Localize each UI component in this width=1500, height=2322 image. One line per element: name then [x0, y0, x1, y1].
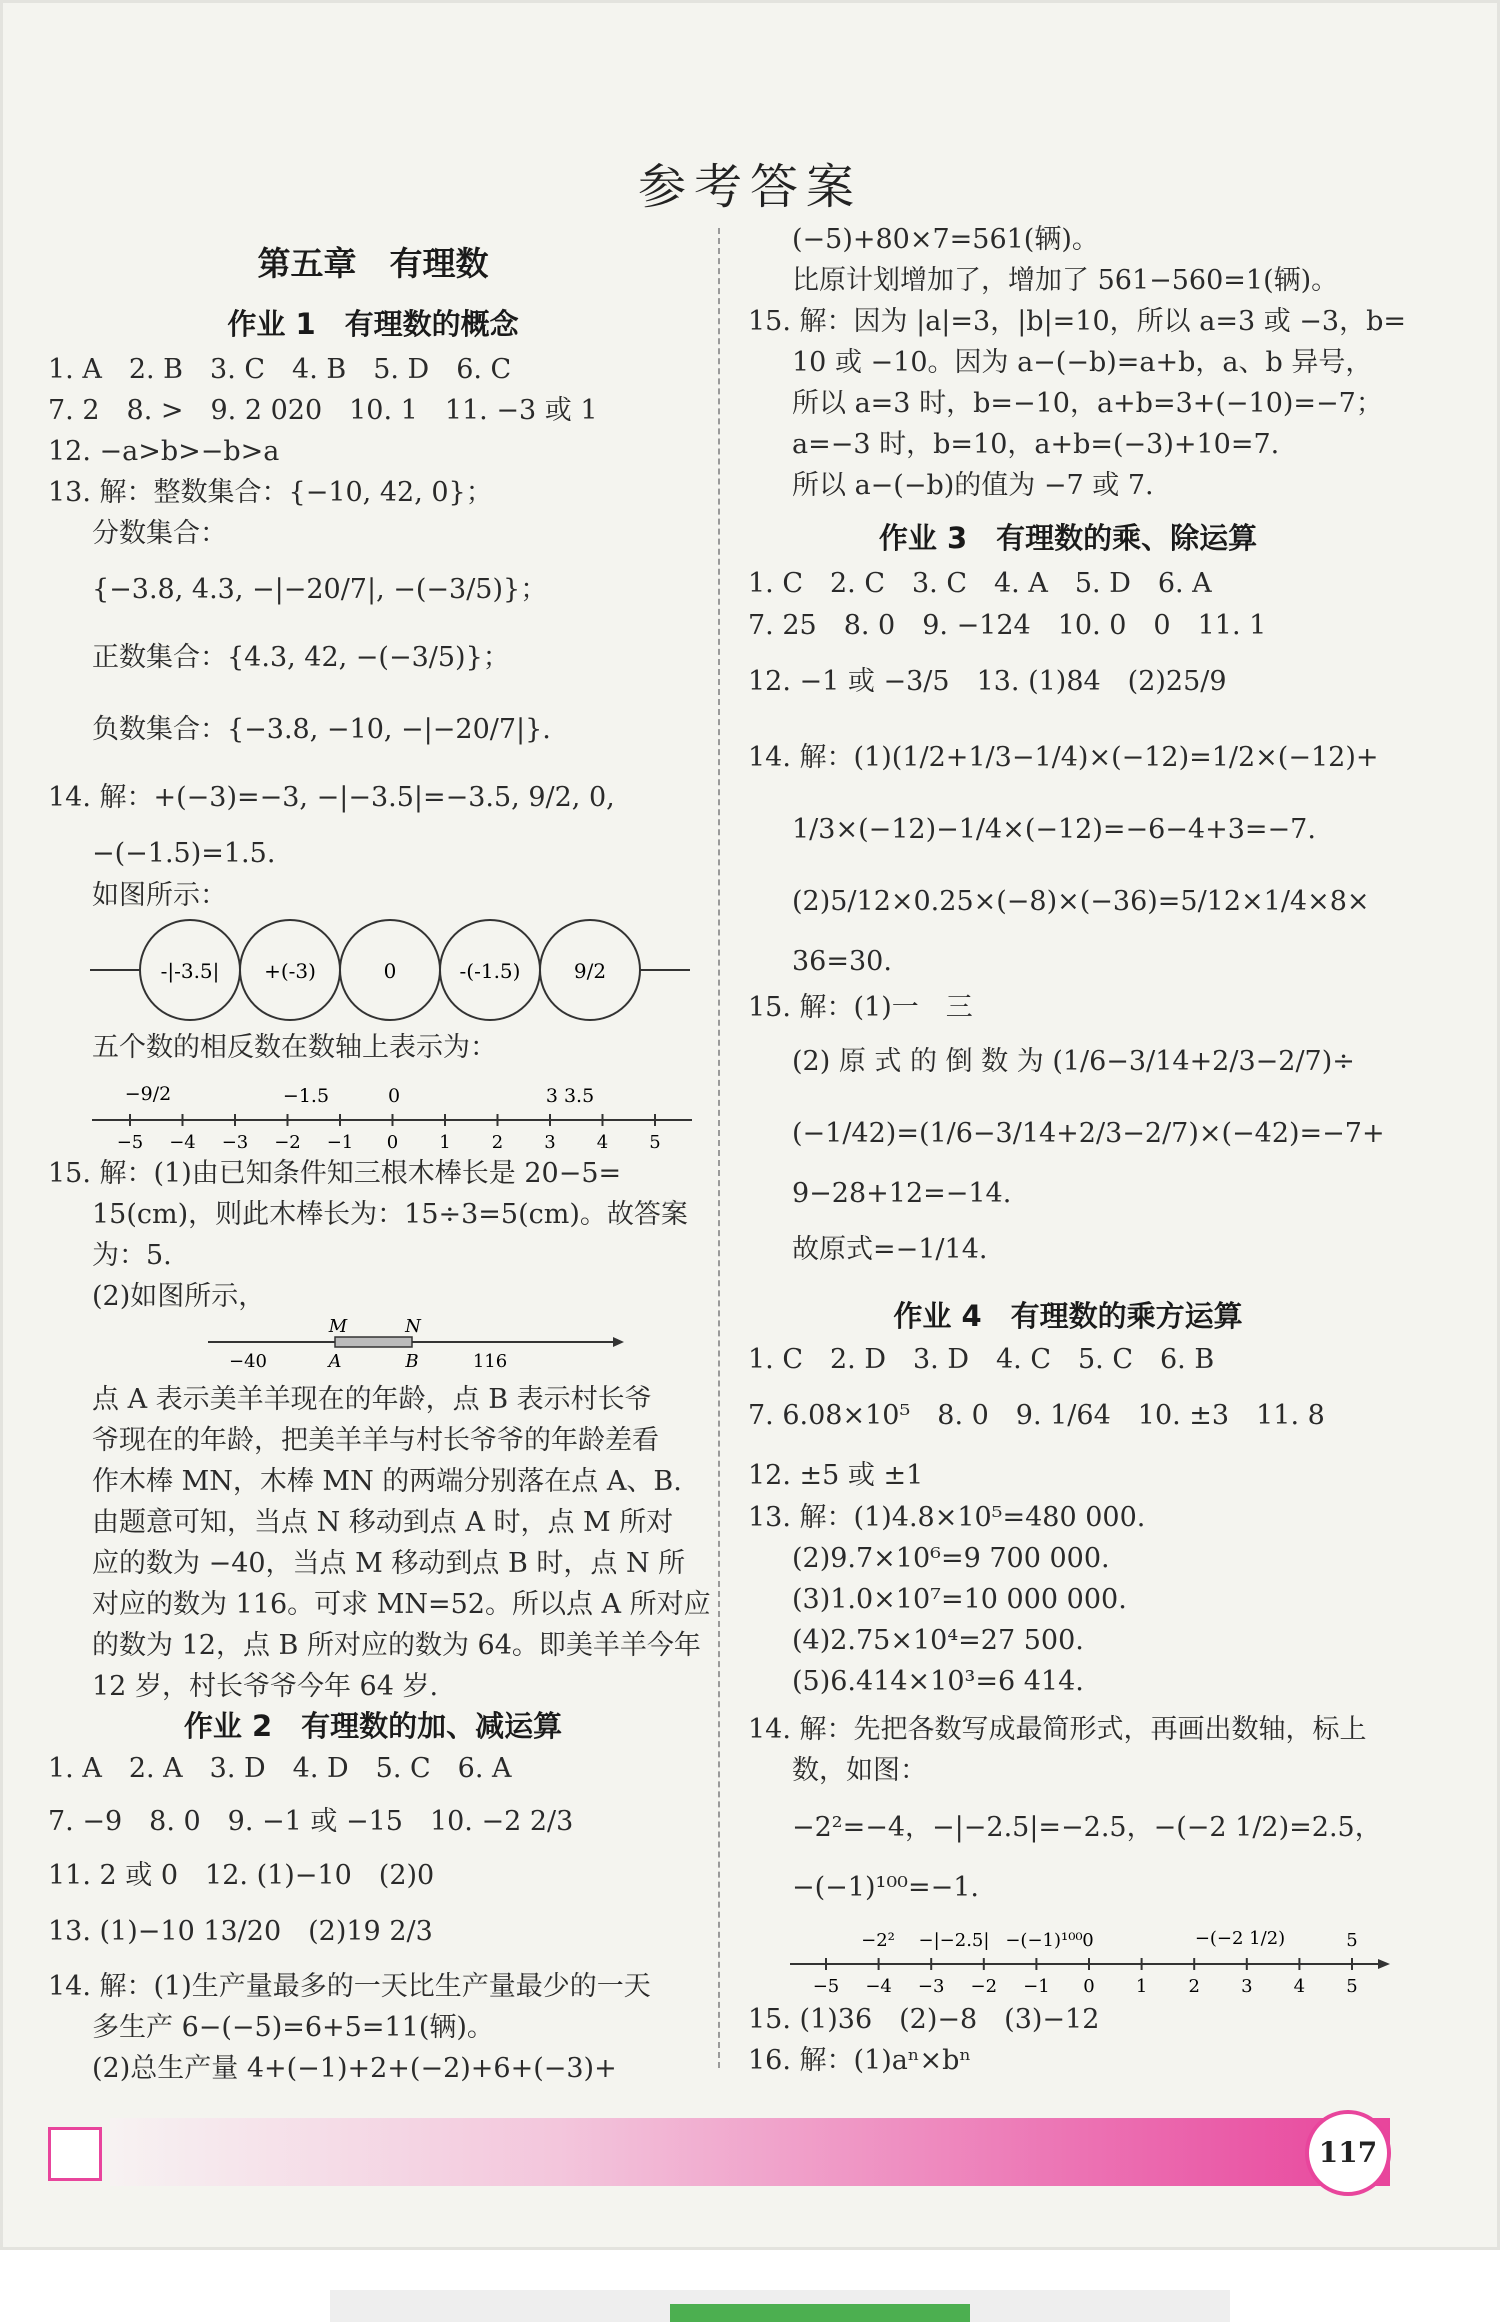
tick-label: −2: [274, 1132, 301, 1152]
seg-label: 116: [472, 1351, 508, 1372]
circle-label: 9/2: [573, 959, 607, 983]
tick-label: −3: [221, 1132, 249, 1152]
answer-line: (3)1.0×10⁷=10 000 000.: [792, 1584, 1127, 1615]
answer-line: 所以 a=3 时，b=−10，a+b=3+(−10)=−7；: [792, 388, 1383, 419]
answer-line: 为：5.: [92, 1240, 172, 1271]
answer-line: 1/3×(−12)−1/4×(−12)=−6−4+3=−7.: [792, 814, 1316, 845]
answer-line: 10 或 −10。因为 a−(−b)=a+b，a、b 异号，: [792, 347, 1373, 378]
answer-line: 16. 解：(1)aⁿ×bⁿ: [748, 2045, 972, 2076]
tick-label: −1: [326, 1132, 354, 1152]
section-heading-4: 作业 4 有理数的乘方运算: [893, 1299, 1243, 1333]
answer-line: 12. −a>b>−b>a: [48, 436, 280, 467]
answer-line: 11. 2 或 0 12. (1)−10 (2)0: [48, 1860, 435, 1891]
tick-label: −4: [169, 1132, 196, 1152]
answer-line: 12. −1 或 −3/5 13. (1)84 (2)25/9: [748, 666, 1227, 697]
bottom-green-strip: [670, 2304, 970, 2322]
answer-line: (2)如图所示，: [92, 1281, 266, 1312]
number-line-1: [92, 1072, 692, 1152]
answer-line: (2)9.7×10⁶=9 700 000.: [792, 1543, 1110, 1574]
footer-square-icon: [48, 2127, 102, 2181]
tick-label: 4: [1293, 1976, 1306, 1996]
answer-line: 所以 a−(−b)的值为 −7 或 7.: [792, 470, 1154, 501]
answer-line: (5)6.414×10³=6 414.: [792, 1666, 1084, 1697]
section-heading-3: 作业 3 有理数的乘、除运算: [878, 521, 1258, 555]
answer-line: 1. C 2. D 3. D 4. C 5. C 6. B: [748, 1344, 1215, 1375]
tick-label: −4: [865, 1976, 892, 1996]
circle-label: +(-3): [264, 959, 316, 983]
answer-line: 13. 解：(1)4.8×10⁵=480 000.: [748, 1502, 1146, 1533]
answer-line: 比原计划增加了，增加了 561−560=1(辆)。: [792, 265, 1339, 296]
answer-line: 7. 6.08×10⁵ 8. 0 9. 1/64 10. ±3 11. 8: [748, 1400, 1325, 1431]
point-label: 0: [387, 1085, 401, 1107]
point-label: 0: [1082, 1930, 1094, 1951]
seg-label: −40: [229, 1351, 267, 1372]
answer-line: 多生产 6−(−5)=6+5=11(辆)。: [92, 2012, 494, 2043]
answer-line: (2) 原 式 的 倒 数 为 (1/6−3/14+2/3−2/7)÷: [792, 1046, 1355, 1077]
seg-label: A: [328, 1351, 342, 1372]
circle-label: 0: [383, 959, 397, 983]
page-number: 117: [1305, 2110, 1391, 2196]
section-heading-2: 作业 2 有理数的加、减运算: [183, 1709, 563, 1743]
tick-label: −5: [116, 1132, 144, 1152]
circles-diagram: [90, 918, 690, 1028]
answer-line: 9−28+12=−14.: [792, 1178, 1012, 1209]
answer-line: −(−1.5)=1.5.: [92, 838, 276, 869]
answer-line: 13. (1)−10 13/20 (2)19 2/3: [48, 1916, 433, 1947]
number-line-2: [790, 1916, 1390, 1996]
seg-label: M: [328, 1316, 348, 1337]
answer-line: 的数为 12，点 B 所对应的数为 64。即美羊羊今年: [92, 1630, 701, 1661]
tick-label: −1: [1023, 1976, 1050, 1996]
answer-line: 15(cm)，则此木棒长为：15÷3=5(cm)。故答案: [92, 1199, 688, 1230]
tick-label: −5: [812, 1976, 840, 1996]
answer-line: a=−3 时，b=10，a+b=(−3)+10=7.: [792, 429, 1280, 460]
tick-label: 3: [1241, 1976, 1253, 1996]
seg-label: B: [405, 1351, 419, 1372]
answer-line: 15. 解：因为 |a|=3，|b|=10，所以 a=3 或 −3，b=: [748, 306, 1407, 337]
point-label: −1.5: [282, 1085, 330, 1107]
answer-line: 爷现在的年龄，把美羊羊与村长爷爷的年龄差看: [92, 1425, 659, 1456]
answer-line: 14. 解：+(−3)=−3, −|−3.5|=−3.5, 9/2, 0,: [48, 782, 615, 813]
segment-diagram: [208, 1312, 628, 1372]
answer-line: 14. 解：(1)生产量最多的一天比生产量最少的一天: [48, 1971, 651, 2002]
answer-line: 14. 解：先把各数写成最简形式，再画出数轴，标上: [748, 1714, 1367, 1745]
arrow-head: [1378, 1959, 1390, 1969]
answer-line: 应的数为 −40，当点 M 移动到点 B 时，点 N 所: [92, 1548, 686, 1579]
answer-line: 1. C 2. C 3. C 4. A 5. D 6. A: [748, 568, 1212, 599]
answer-line: 对应的数为 116。可求 MN=52。所以点 A 所对应: [92, 1589, 711, 1620]
answer-line: −(−1)¹⁰⁰=−1.: [792, 1872, 979, 1903]
tick-label: 2: [1188, 1976, 1200, 1996]
answer-line: 14. 解：(1)(1/2+1/3−1/4)×(−12)=1/2×(−12)+: [748, 742, 1379, 773]
answer-line: (2)5/12×0.25×(−8)×(−36)=5/12×1/4×8×: [792, 886, 1370, 917]
answer-line: 12 岁，村长爷爷今年 64 岁.: [92, 1671, 439, 1702]
footer-gradient-bar: [110, 2118, 1390, 2186]
tick-label: −2: [970, 1976, 998, 1996]
arrow-head: [613, 1337, 624, 1347]
tick-label: 0: [1083, 1976, 1095, 1996]
answer-line: 由题意可知，当点 N 移动到点 A 时，点 M 所对: [92, 1507, 674, 1538]
answer-line: 15. 解：(1)由已知条件知三根木棒长是 20−5=: [48, 1158, 622, 1189]
answer-line: 7. −9 8. 0 9. −1 或 −15 10. −2 2/3: [48, 1806, 574, 1837]
circle-label: -(-1.5): [459, 959, 521, 983]
answer-line: 五个数的相反数在数轴上表示为：: [92, 1032, 497, 1063]
tick-label: 4: [596, 1132, 609, 1152]
tick-label: −3: [917, 1976, 945, 1996]
tick-label: 5: [1346, 1976, 1358, 1996]
answer-line: 如图所示：: [92, 880, 227, 911]
answer-line: 分数集合：: [92, 518, 227, 549]
answer-line: 作木棒 MN，木棒 MN 的两端分别落在点 A、B.: [92, 1466, 682, 1497]
answer-line: 7. 2 8. > 9. 2 020 10. 1 11. −3 或 1: [48, 395, 598, 426]
tick-label: 3: [544, 1132, 556, 1152]
point-label: −(−2 1/2): [1194, 1928, 1286, 1949]
point-label: −9/2: [124, 1083, 172, 1105]
answer-line: 点 A 表示美羊羊现在的年龄，点 B 表示村长爷: [92, 1384, 652, 1415]
page-title: 参考答案: [637, 159, 862, 215]
rod-shape: [335, 1337, 412, 1347]
answer-line: 15. (1)36 (2)−8 (3)−12: [748, 2004, 1100, 2035]
tick-label: 2: [491, 1132, 504, 1152]
tick-label: 1: [1135, 1976, 1148, 1996]
answer-line: 12. ±5 或 ±1: [748, 1460, 924, 1491]
answer-line: {−3.8, 4.3, −|−20/7|, −(−3/5)}；: [92, 574, 548, 605]
answer-line: (−1/42)=(1/6−3/14+2/3−2/7)×(−42)=−7+: [792, 1118, 1385, 1149]
column-divider: [718, 228, 720, 2068]
answer-line: (−5)+80×7=561(辆)。: [792, 224, 1099, 255]
answer-line: 1. A 2. B 3. C 4. B 5. D 6. C: [48, 354, 512, 385]
answer-line: 13. 解：整数集合：{−10, 42, 0}；: [48, 477, 493, 508]
section-heading-1: 作业 1 有理数的概念: [227, 307, 519, 341]
answer-line: 故原式=−1/14.: [792, 1234, 988, 1265]
point-label: 3 3.5: [545, 1085, 595, 1107]
point-label: −2²: [861, 1930, 895, 1951]
tick-label: 5: [649, 1132, 661, 1152]
answer-line: (2)总生产量 4+(−1)+2+(−2)+6+(−3)+: [92, 2053, 617, 2084]
point-label: 5: [1346, 1930, 1358, 1951]
answer-line: (4)2.75×10⁴=27 500.: [792, 1625, 1084, 1656]
circle-label: -|-3.5|: [160, 959, 220, 983]
answer-line: 7. 25 8. 0 9. −124 10. 0 0 11. 1: [748, 610, 1267, 641]
answer-line: 数，如图：: [792, 1755, 927, 1786]
seg-label: N: [405, 1316, 421, 1337]
answer-line: 36=30.: [792, 946, 892, 977]
tick-label: 0: [386, 1132, 399, 1152]
answer-line: 负数集合：{−3.8, −10, −|−20/7|}.: [92, 714, 551, 745]
point-label: −(−1)¹⁰⁰: [1005, 1930, 1083, 1951]
answer-line: 1. A 2. A 3. D 4. D 5. C 6. A: [48, 1753, 512, 1784]
tick-label: 1: [439, 1132, 451, 1152]
answer-line: −2²=−4，−|−2.5|=−2.5，−(−2 1/2)=2.5，: [792, 1812, 1382, 1843]
chapter-heading: 第五章 有理数: [257, 244, 489, 283]
answer-line: 15. 解：(1)一 三: [748, 992, 973, 1023]
point-label: −|−2.5|: [918, 1930, 990, 1951]
answer-line: 正数集合：{4.3, 42, −(−3/5)}；: [92, 642, 510, 673]
